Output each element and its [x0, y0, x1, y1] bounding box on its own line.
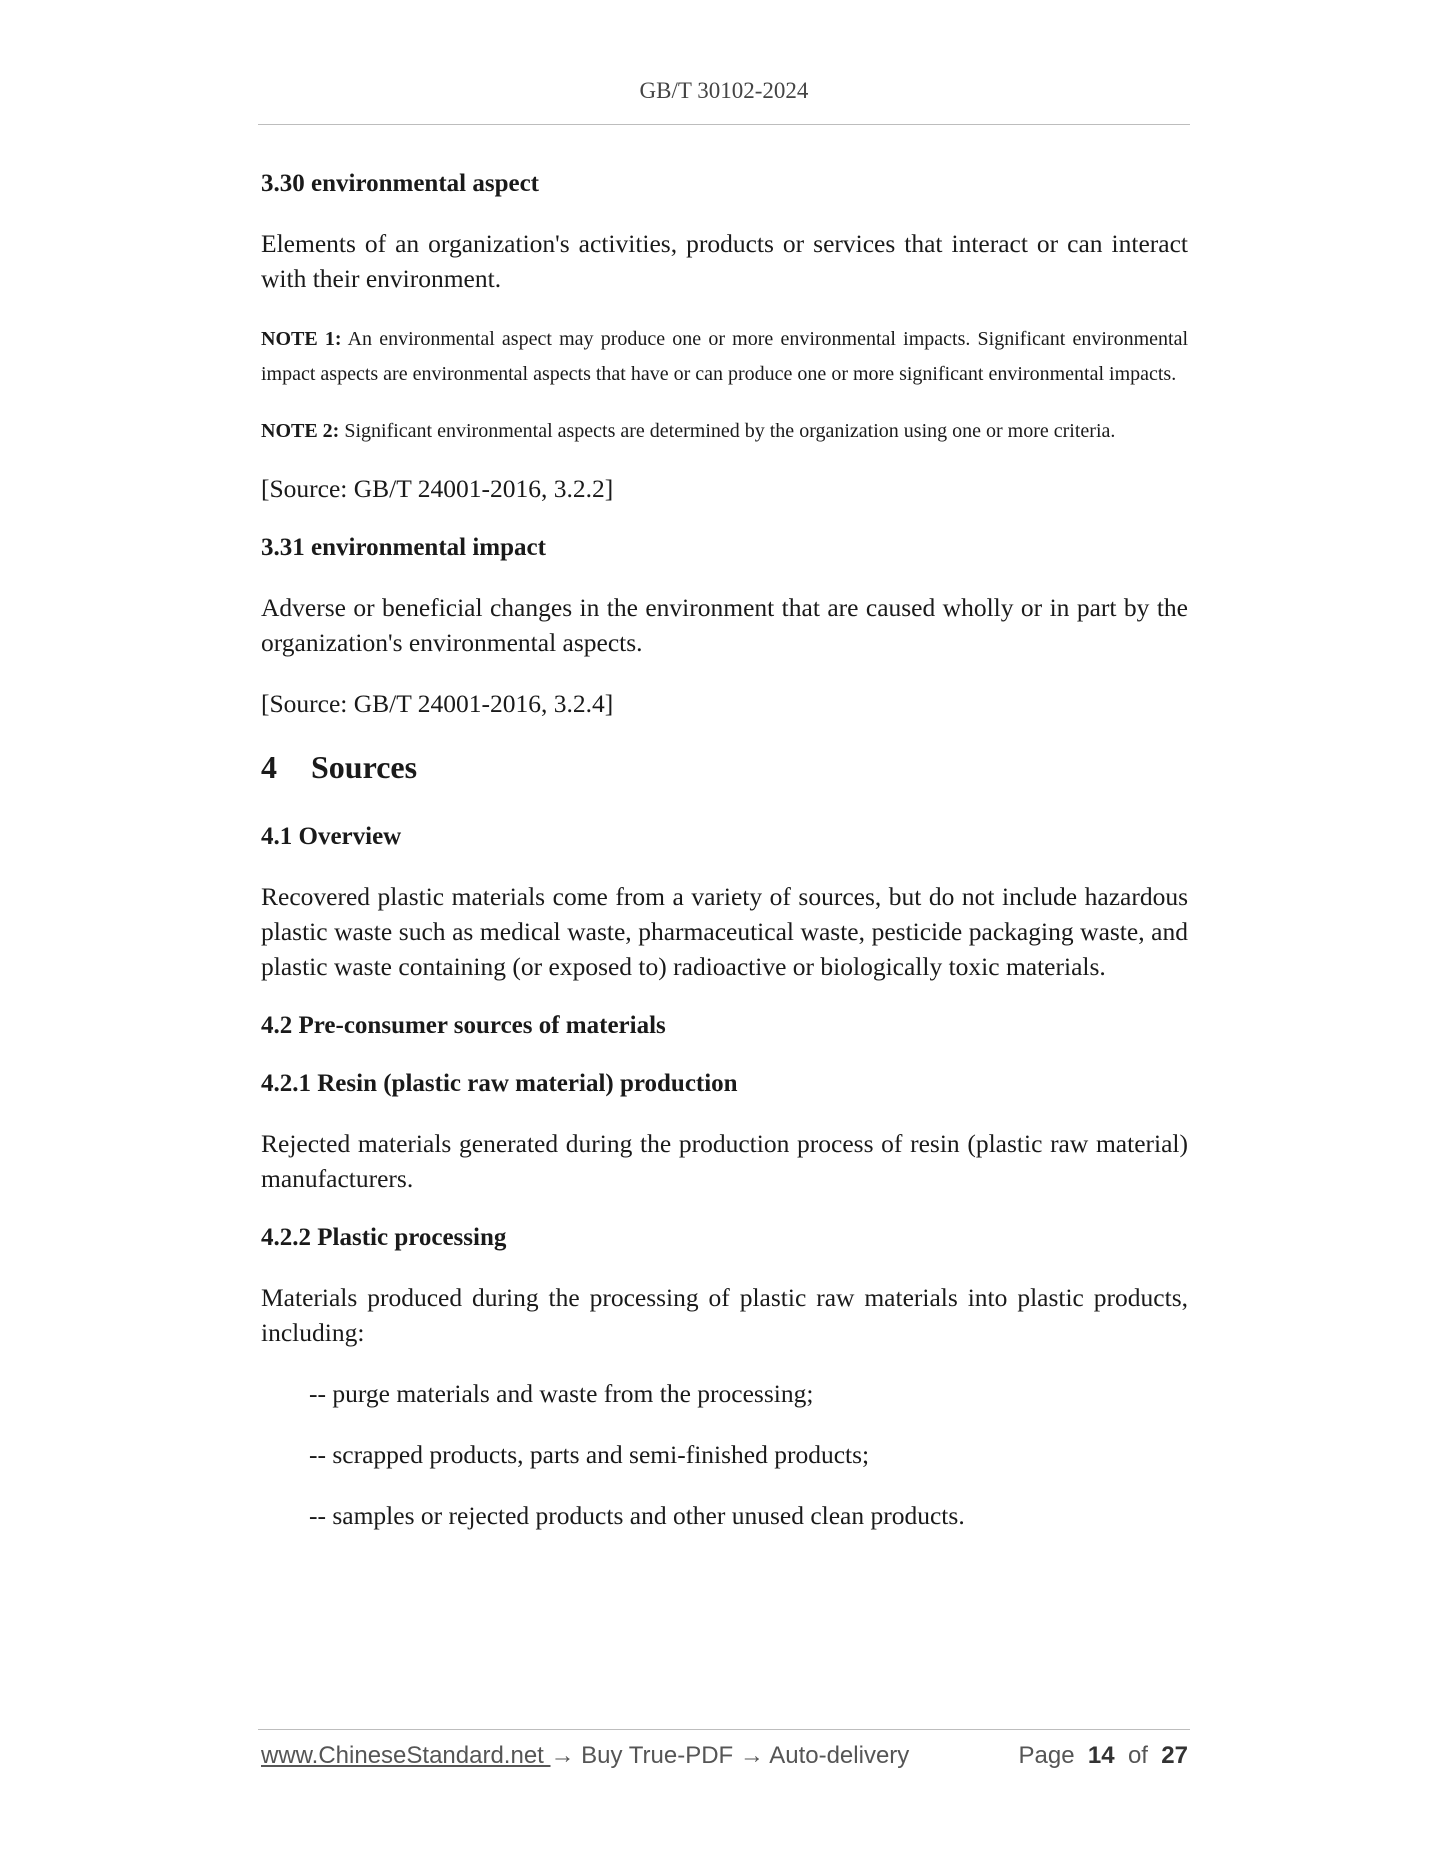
note-1-label: NOTE 1: — [261, 328, 342, 350]
page-number: 14 — [1087, 1742, 1115, 1769]
text-4-2-2: Materials produced during the processing of plastic raw materials into plastic products, including: — [261, 1283, 1188, 1347]
footer-divider — [258, 1729, 1190, 1730]
text-4-1: Recovered plastic materials come from a variety of sources, but do not include hazardous plastic waste such as medical waste, pharmaceutical waste, pesticide packaging waste, and plastic waste containing (or exposed to) radioactive or biologically toxic materials. — [261, 882, 1188, 981]
list-item: -- scrapped products, parts and semi-finished products; — [309, 1440, 870, 1469]
source-3-30: [Source: GB/T 24001-2016, 3.2.2] — [261, 474, 614, 503]
heading-4-2: 4.2 Pre-consumer sources of materials — [261, 1012, 666, 1039]
of-word: of — [1127, 1742, 1148, 1769]
page-content — [261, 168, 1188, 1559]
text-4-2-1: Rejected materials generated during the production process of resin (plastic raw material) manufacturers. — [261, 1129, 1188, 1193]
heading-4-title: Sources — [311, 749, 418, 785]
definition-3-31: Adverse or beneficial changes in the environment that are caused wholly or in part by the organization's environmental aspects. — [261, 593, 1188, 657]
source-3-31: [Source: GB/T 24001-2016, 3.2.4] — [261, 689, 614, 718]
page-header-doc-id: GB/T 30102-2024 — [639, 78, 809, 103]
footer-promo — [261, 1742, 909, 1770]
heading-4-2-1: 4.2.1 Resin (plastic raw material) production — [261, 1070, 738, 1097]
note-2-text: Significant environmental aspects are determined by the organization using one or more criteria. — [339, 420, 1116, 442]
heading-3-30: 3.30 environmental aspect — [261, 170, 539, 197]
page-indicator — [1018, 1742, 1188, 1770]
page-word: Page — [1018, 1742, 1075, 1769]
heading-4-1: 4.1 Overview — [261, 823, 402, 850]
page-footer — [261, 1742, 1188, 1782]
note-2 — [261, 414, 1188, 449]
heading-4-number: 4 — [261, 749, 277, 785]
note-1 — [261, 322, 1188, 392]
definition-3-30: Elements of an organization's activities, products or services that interact or can interact with their environment. — [261, 229, 1188, 293]
promo-text: → Buy True-PDF → Auto-delivery — [550, 1742, 910, 1769]
heading-4-sources — [261, 747, 1188, 787]
note-1-text: An environmental aspect may produce one or more environmental impacts. Significant environmental impact aspects are environmental aspects that have or can produce one or more significant environmental impacts. — [261, 328, 1189, 385]
heading-3-31: 3.31 environmental impact — [261, 534, 546, 561]
site-link[interactable]: www.ChineseStandard.net — [261, 1742, 551, 1769]
list-item: -- samples or rejected products and other unused clean products. — [309, 1501, 965, 1530]
page-total: 27 — [1161, 1742, 1188, 1769]
header-divider — [258, 124, 1190, 125]
list-item: -- purge materials and waste from the processing; — [309, 1379, 814, 1408]
note-2-label: NOTE 2: — [261, 420, 340, 442]
heading-4-2-2: 4.2.2 Plastic processing — [261, 1224, 507, 1251]
